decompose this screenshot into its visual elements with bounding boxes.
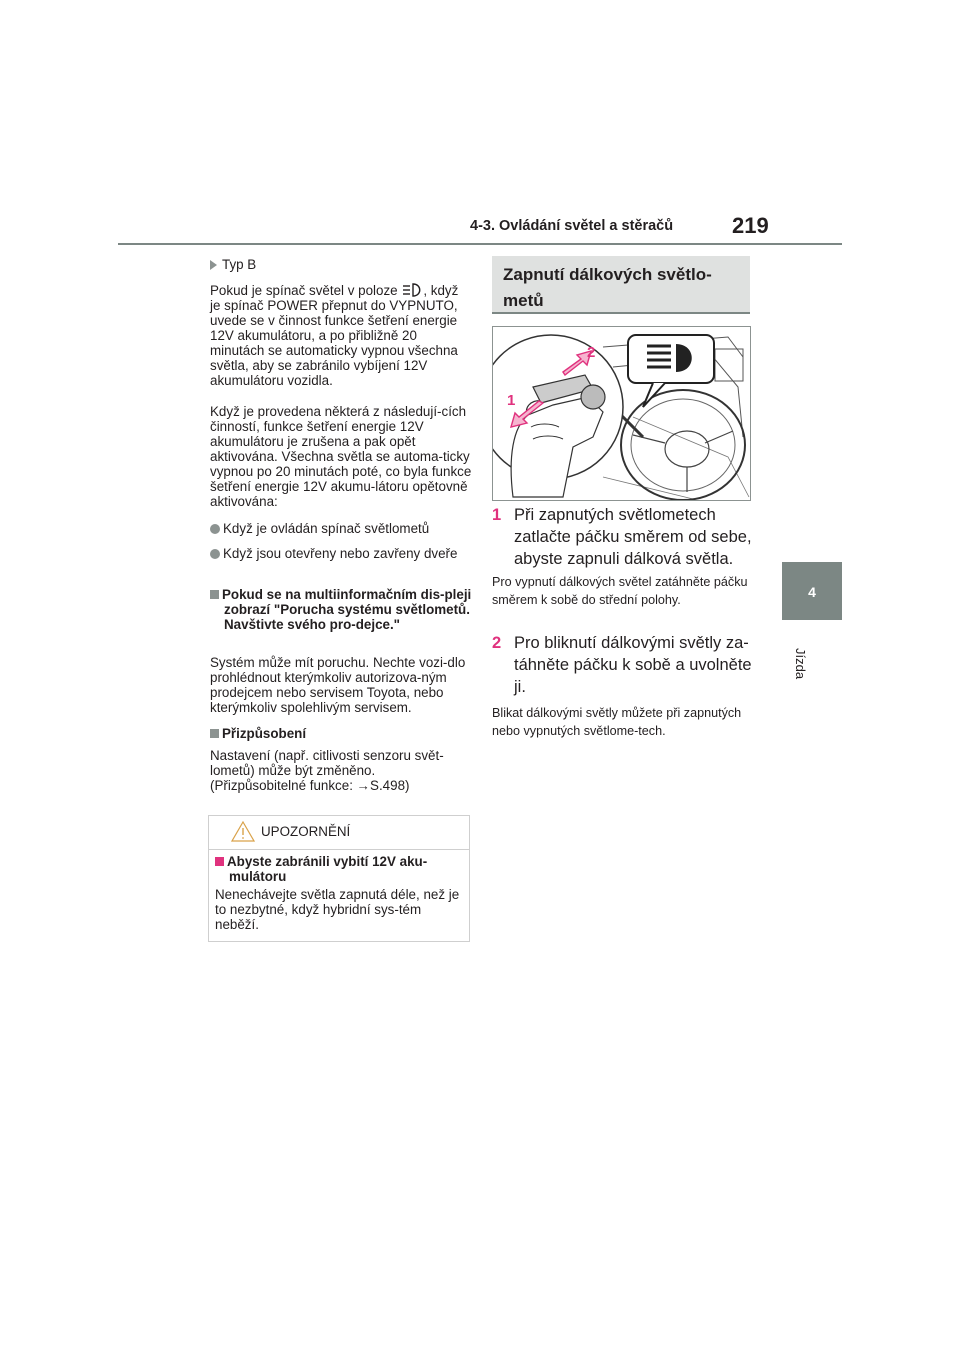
step-text: Pro bliknutí dálkovými světly za-táhněte páčku k sobě a uvolněte ji. [514, 634, 752, 696]
header-rule [118, 243, 842, 245]
malfunction-text: Systém může mít poruchu. Nechte vozi-dlo prohlédnout kterýmkoliv autorizova-ným prodejcem nebo servisem Toyota, nebo kterýmkoliv spolehlivým servisem. [210, 655, 466, 715]
warning-divider [209, 849, 469, 850]
dot-bullet-icon [210, 524, 220, 534]
list-item: Když jsou otevřeny nebo zavřeny dveře [210, 546, 486, 561]
warning-text: Nenechávejte světla zapnutá déle, než je to nezbytné, když hybridní sys-tém neběží. [215, 887, 460, 932]
square-bullet-icon [210, 590, 219, 599]
dot-bullet-icon [210, 549, 220, 559]
square-bullet-icon [215, 857, 224, 866]
section-heading: Zapnutí dálkových světlo-metů [492, 256, 750, 314]
warning-triangle-icon [231, 821, 255, 847]
step-text: Při zapnutých světlometech zatlačte páčku směrem od sebe, abyste zapnuli dálková světla. [514, 506, 752, 568]
warning-title: UPOZORNĚNÍ [261, 824, 351, 839]
step-item [492, 504, 754, 570]
note-text: Blikat dálkovými světly můžete při zapnutých nebo vypnutých světlome-tech. [492, 706, 742, 738]
chapter-label [786, 630, 838, 690]
square-bullet-icon [210, 729, 219, 738]
malfunction-heading: Pokud se na multiinformačním dis-pleji zobrazí "Porucha systému světlometů. Navštivte svého pro-dejce." [210, 587, 486, 632]
warning-heading: Abyste zabránili vybití 12V aku-mulátoru [215, 854, 477, 884]
warning-box [208, 815, 470, 942]
step-number: 1 [492, 506, 502, 524]
paragraph-cancel-conditions: Když je provedena některá z následují-cích činností, funkce šetření energie 12V akumulátoru je zrušena a pak opět aktivována. Všechna světla se automa-ticky vypnou po 20 minutách poté, co byla funkce šetření energie 12V akumu-látoru opětovně aktivována: [210, 404, 472, 509]
step-item [492, 632, 754, 698]
figure-label-2: 2 [587, 344, 596, 361]
customization-text: Nastavení (např. citlivosti senzoru svět-lometů) může být změněno. (Přizpůsobitelné funkce: →S.498) [210, 748, 444, 793]
page-number: 219 [732, 213, 769, 238]
paragraph-energy-saving: Pokud je spínač světel v poloze , když je spínač POWER přepnut do VYPNUTO, uvede se v činnost funkce šetření energie 12V akumulátoru, a po přibližně 20 minutách se automaticky vypnou všechna světla, aby se zabránilo vybíjení 12V akumulátoru vozidla. [210, 283, 459, 388]
page-reference-link[interactable]: S.498) [370, 778, 410, 793]
type-label: Typ B [210, 257, 472, 272]
arrow-icon: → [356, 778, 371, 793]
chapter-tab[interactable] [782, 562, 842, 620]
figure-label-1: 1 [507, 392, 516, 409]
list-item: Když je ovládán spínač světlometů [210, 521, 486, 536]
high-beam-lever-illustration [492, 326, 751, 501]
chapter-number: 4 [808, 584, 816, 600]
headlight-position-icon [401, 283, 423, 298]
note-text: Pro vypnutí dálkových světel zatáhněte páčku směrem k sobě do střední polohy. [492, 575, 748, 607]
customization-heading: Přizpůsobení [210, 726, 472, 741]
triangle-bullet-icon [210, 260, 217, 270]
section-title: 4-3. Ovládání světel a stěračů [470, 218, 674, 234]
chapter-label-text: Jízda [793, 648, 808, 680]
step-number: 2 [492, 634, 502, 652]
